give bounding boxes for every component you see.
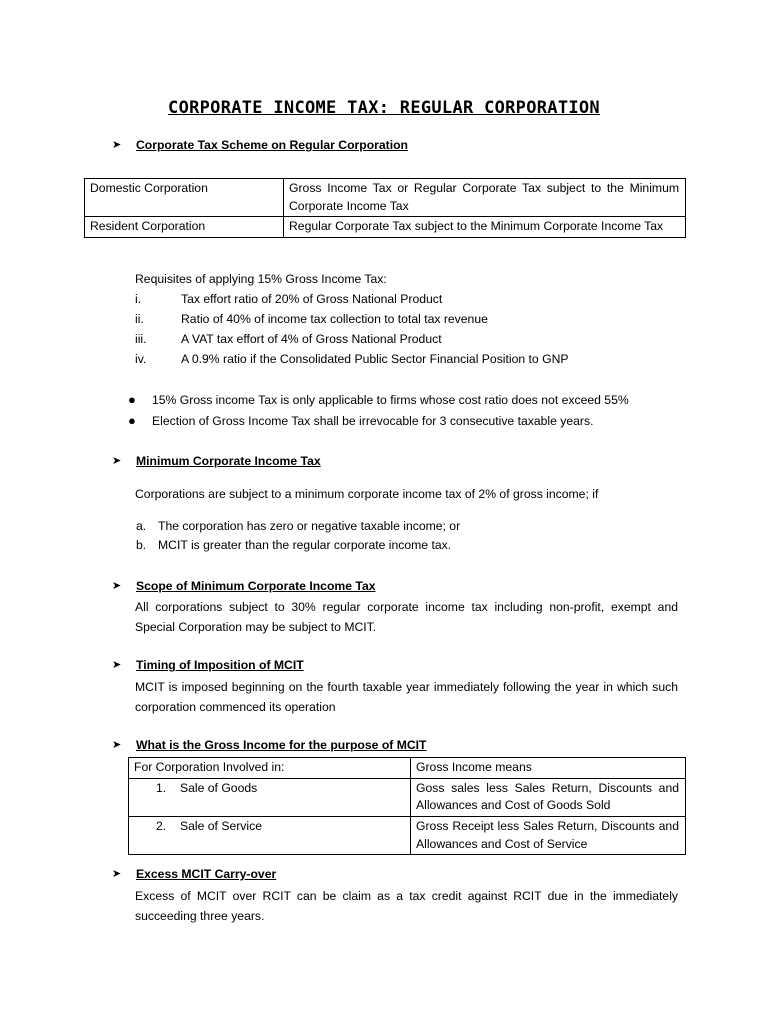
list-item: b. MCIT is greater than the regular corporate income tax.: [136, 537, 452, 552]
arrow-bullet-icon: ➤: [112, 738, 122, 751]
table-row: [85, 179, 686, 217]
gross-income-table: [128, 757, 686, 855]
table-cell: Regular Corporate Tax subject to the Minimum Corporate Income Tax: [284, 217, 686, 238]
document-title: CORPORATE INCOME TAX: REGULAR CORPORATION: [168, 98, 600, 118]
arrow-bullet-icon: ➤: [112, 867, 122, 880]
arrow-bullet-icon: ➤: [112, 454, 122, 467]
list-item: i. Tax effort ratio of 20% of Gross National Product: [135, 292, 443, 307]
arrow-bullet-icon: ➤: [112, 579, 122, 592]
arrow-bullet-icon: ➤: [112, 658, 122, 671]
bullet-dot-icon: ●: [128, 392, 136, 408]
arrow-bullet-icon: ➤: [112, 138, 122, 151]
list-item: a. The corporation has zero or negative taxable income; or: [136, 518, 461, 533]
list-item: ii. Ratio of 40% of income tax collection to total tax revenue: [135, 312, 488, 327]
table-header-cell: For Corporation Involved in:: [129, 758, 411, 779]
list-item: ● 15% Gross income Tax is only applicable to firms whose cost ratio does not exceed 55%: [128, 390, 629, 411]
section-heading-mcit: ➤ Minimum Corporate Income Tax: [112, 454, 321, 468]
requisites-list: [135, 290, 569, 370]
bullet-dot-icon: ●: [128, 413, 136, 429]
list-item: iv. A 0.9% ratio if the Consolidated Public Sector Financial Position to GNP: [135, 352, 569, 367]
table-cell: Gross Income Tax or Regular Corporate Tax subject to the Minimum Corporate Income Tax: [284, 179, 686, 217]
mcit-intro: Corporations are subject to a minimum corporate income tax of 2% of gross income; if: [135, 487, 599, 501]
requisites-intro: Requisites of applying 15% Gross Income Tax:: [135, 272, 387, 286]
table-row: [129, 817, 686, 855]
carry-over-paragraph: Excess of MCIT over RCIT can be claim as a tax credit against RCIT due in the immediately succeeding three years.: [135, 889, 678, 923]
scope-paragraph: All corporations subject to 30% regular corporate income tax including non-profit, exempt and Special Corporation may be subject to MCIT.: [135, 600, 678, 634]
timing-paragraph: MCIT is imposed beginning on the fourth taxable year immediately following the year in which such corporation commenced its operation: [135, 680, 678, 714]
table-row: [129, 778, 686, 816]
section-heading-timing: ➤ Timing of Imposition of MCIT: [112, 658, 304, 672]
table-cell: Gross Receipt less Sales Return, Discounts and Allowances and Cost of Service: [411, 817, 686, 855]
section-heading-scope: ➤ Scope of Minimum Corporate Income Tax: [112, 579, 376, 593]
mcit-conditions-list: [136, 517, 460, 555]
bullet-list: [128, 390, 629, 432]
tax-scheme-table: [84, 178, 686, 238]
section-heading-tax-scheme: ➤ Corporate Tax Scheme on Regular Corporation: [112, 138, 409, 152]
table-cell: Resident Corporation: [85, 217, 284, 238]
table-header-cell: Gross Income means: [411, 758, 686, 779]
section-heading-gross-income: ➤ What is the Gross Income for the purpose of MCIT: [112, 738, 427, 752]
section-heading-carry-over: ➤ Excess MCIT Carry-over: [112, 867, 277, 881]
table-cell: Domestic Corporation: [85, 179, 284, 217]
list-item: iii. A VAT tax effort of 4% of Gross National Product: [135, 332, 442, 347]
table-cell: 2. Sale of Service: [129, 817, 411, 855]
table-row: [85, 217, 686, 238]
list-item: ● Election of Gross Income Tax shall be irrevocable for 3 consecutive taxable years.: [128, 411, 629, 432]
table-row: [129, 758, 686, 779]
table-cell: 1. Sale of Goods: [129, 778, 411, 816]
table-cell: Goss sales less Sales Return, Discounts and Allowances and Cost of Goods Sold: [411, 778, 686, 816]
